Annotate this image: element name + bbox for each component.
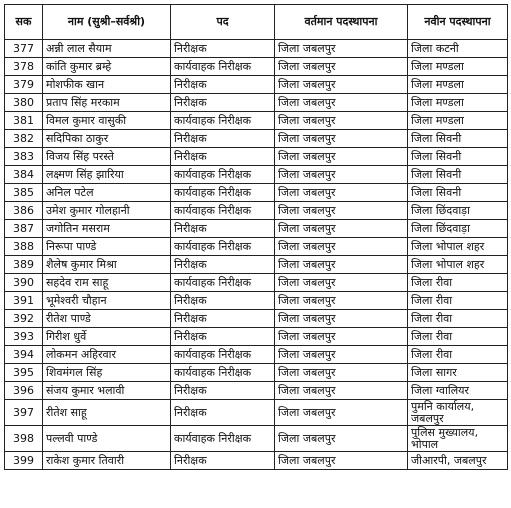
post-cell: निरीक्षक: [171, 292, 275, 310]
current-posting-cell: जिला जबलपुर: [275, 400, 408, 426]
name-cell: सदिपिका ठाकुर: [43, 130, 171, 148]
new-posting-cell: जीआरपी, जबलपुर: [408, 452, 508, 470]
table-row: [5, 346, 508, 364]
table-row: [5, 130, 508, 148]
current-posting-cell: जिला जबलपुर: [275, 112, 408, 130]
current-posting-cell: जिला जबलपुर: [275, 238, 408, 256]
current-posting-cell: जिला जबलपुर: [275, 130, 408, 148]
new-posting-cell: जिला सिवनी: [408, 148, 508, 166]
name-cell: कांति कुमार ब्रम्हे: [43, 58, 171, 76]
table-row: [5, 292, 508, 310]
name-cell: गिरीश धुर्वे: [43, 328, 171, 346]
table-row: [5, 382, 508, 400]
current-posting-cell: जिला जबलपुर: [275, 364, 408, 382]
post-cell: कार्यवाहक निरीक्षक: [171, 202, 275, 220]
post-cell: निरीक्षक: [171, 148, 275, 166]
name-cell: शिवमंगल सिंह: [43, 364, 171, 382]
table-row: [5, 166, 508, 184]
table-row: [5, 452, 508, 470]
new-posting-cell: जिला कटनी: [408, 40, 508, 58]
table-row: [5, 328, 508, 346]
post-cell: कार्यवाहक निरीक्षक: [171, 238, 275, 256]
new-posting-cell: जिला मण्डला: [408, 76, 508, 94]
new-posting-cell: जिला रीवा: [408, 274, 508, 292]
post-cell: निरीक्षक: [171, 328, 275, 346]
table-row: [5, 256, 508, 274]
current-posting-cell: जिला जबलपुर: [275, 166, 408, 184]
name-cell: प्रताप सिंह मरकाम: [43, 94, 171, 112]
name-cell: उमेश कुमार गोलहानी: [43, 202, 171, 220]
post-cell: कार्यवाहक निरीक्षक: [171, 184, 275, 202]
post-cell: कार्यवाहक निरीक्षक: [171, 58, 275, 76]
current-posting-cell: जिला जबलपुर: [275, 346, 408, 364]
name-cell: निरूपा पाण्डे: [43, 238, 171, 256]
table-body: [5, 40, 508, 470]
post-cell: निरीक्षक: [171, 220, 275, 238]
serial-cell: 392: [5, 310, 43, 328]
serial-cell: 393: [5, 328, 43, 346]
name-cell: जगोतिन मसराम: [43, 220, 171, 238]
serial-cell: 377: [5, 40, 43, 58]
serial-cell: 383: [5, 148, 43, 166]
serial-cell: 382: [5, 130, 43, 148]
current-posting-cell: जिला जबलपुर: [275, 94, 408, 112]
header-current-posting: वर्तमान पदस्थापना: [275, 5, 408, 40]
transfer-table: [4, 4, 508, 470]
table-row: [5, 148, 508, 166]
serial-cell: 388: [5, 238, 43, 256]
name-cell: अनिल पटेल: [43, 184, 171, 202]
post-cell: कार्यवाहक निरीक्षक: [171, 364, 275, 382]
name-cell: मोशफीक खान: [43, 76, 171, 94]
post-cell: कार्यवाहक निरीक्षक: [171, 274, 275, 292]
name-cell: संजय कुमार भलावी: [43, 382, 171, 400]
post-cell: कार्यवाहक निरीक्षक: [171, 346, 275, 364]
name-cell: अन्नी लाल सैयाम: [43, 40, 171, 58]
post-cell: निरीक्षक: [171, 76, 275, 94]
current-posting-cell: जिला जबलपुर: [275, 76, 408, 94]
name-cell: विजय सिंह परस्ते: [43, 148, 171, 166]
table-row: [5, 112, 508, 130]
new-posting-cell: जिला छिंदवाड़ा: [408, 220, 508, 238]
table-row: [5, 400, 508, 426]
current-posting-cell: जिला जबलपुर: [275, 382, 408, 400]
current-posting-cell: जिला जबलपुर: [275, 426, 408, 452]
table-row: [5, 76, 508, 94]
serial-cell: 378: [5, 58, 43, 76]
header-name: नाम (सुश्री–सर्वश्री): [43, 5, 171, 40]
serial-cell: 380: [5, 94, 43, 112]
new-posting-cell: जिला सागर: [408, 364, 508, 382]
table-row: [5, 238, 508, 256]
current-posting-cell: जिला जबलपुर: [275, 184, 408, 202]
current-posting-cell: जिला जबलपुर: [275, 148, 408, 166]
post-cell: कार्यवाहक निरीक्षक: [171, 426, 275, 452]
new-posting-cell: जिला रीवा: [408, 328, 508, 346]
name-cell: विमल कुमार वासुकी: [43, 112, 171, 130]
serial-cell: 398: [5, 426, 43, 452]
serial-cell: 395: [5, 364, 43, 382]
serial-cell: 394: [5, 346, 43, 364]
table-row: [5, 40, 508, 58]
header-new-posting: नवीन पदस्थापना: [408, 5, 508, 40]
current-posting-cell: जिला जबलपुर: [275, 452, 408, 470]
serial-cell: 390: [5, 274, 43, 292]
table-row: [5, 58, 508, 76]
serial-cell: 399: [5, 452, 43, 470]
header-post: पद: [171, 5, 275, 40]
current-posting-cell: जिला जबलपुर: [275, 58, 408, 76]
current-posting-cell: जिला जबलपुर: [275, 310, 408, 328]
new-posting-cell: जिला मण्डला: [408, 112, 508, 130]
name-cell: सहदेव राम साहू: [43, 274, 171, 292]
current-posting-cell: जिला जबलपुर: [275, 256, 408, 274]
serial-cell: 379: [5, 76, 43, 94]
transfer-list-sheet: [4, 4, 507, 470]
new-posting-cell: जिला सिवनी: [408, 130, 508, 148]
current-posting-cell: जिला जबलपुर: [275, 292, 408, 310]
name-cell: शैलेष कुमार मिश्रा: [43, 256, 171, 274]
header-serial: सक: [5, 5, 43, 40]
name-cell: रीतेश साहू: [43, 400, 171, 426]
table-row: [5, 94, 508, 112]
table-row: [5, 202, 508, 220]
current-posting-cell: जिला जबलपुर: [275, 40, 408, 58]
name-cell: रीतेश पाण्डे: [43, 310, 171, 328]
post-cell: निरीक्षक: [171, 452, 275, 470]
table-row: [5, 364, 508, 382]
new-posting-cell: जिला सिवनी: [408, 184, 508, 202]
post-cell: निरीक्षक: [171, 400, 275, 426]
post-cell: कार्यवाहक निरीक्षक: [171, 112, 275, 130]
serial-cell: 384: [5, 166, 43, 184]
post-cell: निरीक्षक: [171, 40, 275, 58]
table-row: [5, 426, 508, 452]
current-posting-cell: जिला जबलपुर: [275, 220, 408, 238]
current-posting-cell: जिला जबलपुर: [275, 328, 408, 346]
new-posting-cell: पुलिस मुख्यालय, भोपाल: [408, 426, 508, 452]
name-cell: लक्ष्मण सिंह झारिया: [43, 166, 171, 184]
name-cell: भूमेश्वरी चौहान: [43, 292, 171, 310]
name-cell: पल्लवी पाण्डे: [43, 426, 171, 452]
serial-cell: 387: [5, 220, 43, 238]
post-cell: निरीक्षक: [171, 130, 275, 148]
post-cell: निरीक्षक: [171, 94, 275, 112]
name-cell: लोकमन अहिरवार: [43, 346, 171, 364]
current-posting-cell: जिला जबलपुर: [275, 274, 408, 292]
current-posting-cell: जिला जबलपुर: [275, 202, 408, 220]
serial-cell: 391: [5, 292, 43, 310]
new-posting-cell: जिला रीवा: [408, 310, 508, 328]
new-posting-cell: पुमनि कार्यालय, जबलपुर: [408, 400, 508, 426]
post-cell: निरीक्षक: [171, 382, 275, 400]
post-cell: निरीक्षक: [171, 310, 275, 328]
serial-cell: 386: [5, 202, 43, 220]
serial-cell: 381: [5, 112, 43, 130]
table-row: [5, 220, 508, 238]
new-posting-cell: जिला रीवा: [408, 346, 508, 364]
table-row: [5, 310, 508, 328]
new-posting-cell: जिला छिंदवाड़ा: [408, 202, 508, 220]
serial-cell: 397: [5, 400, 43, 426]
new-posting-cell: जिला मण्डला: [408, 58, 508, 76]
serial-cell: 389: [5, 256, 43, 274]
table-row: [5, 184, 508, 202]
post-cell: निरीक्षक: [171, 256, 275, 274]
serial-cell: 396: [5, 382, 43, 400]
table-header-row: [5, 5, 508, 40]
new-posting-cell: जिला रीवा: [408, 292, 508, 310]
serial-cell: 385: [5, 184, 43, 202]
new-posting-cell: जिला भोपाल शहर: [408, 238, 508, 256]
table-row: [5, 274, 508, 292]
new-posting-cell: जिला ग्वालियर: [408, 382, 508, 400]
new-posting-cell: जिला मण्डला: [408, 94, 508, 112]
new-posting-cell: जिला सिवनी: [408, 166, 508, 184]
name-cell: राकेश कुमार तिवारी: [43, 452, 171, 470]
post-cell: कार्यवाहक निरीक्षक: [171, 166, 275, 184]
new-posting-cell: जिला भोपाल शहर: [408, 256, 508, 274]
